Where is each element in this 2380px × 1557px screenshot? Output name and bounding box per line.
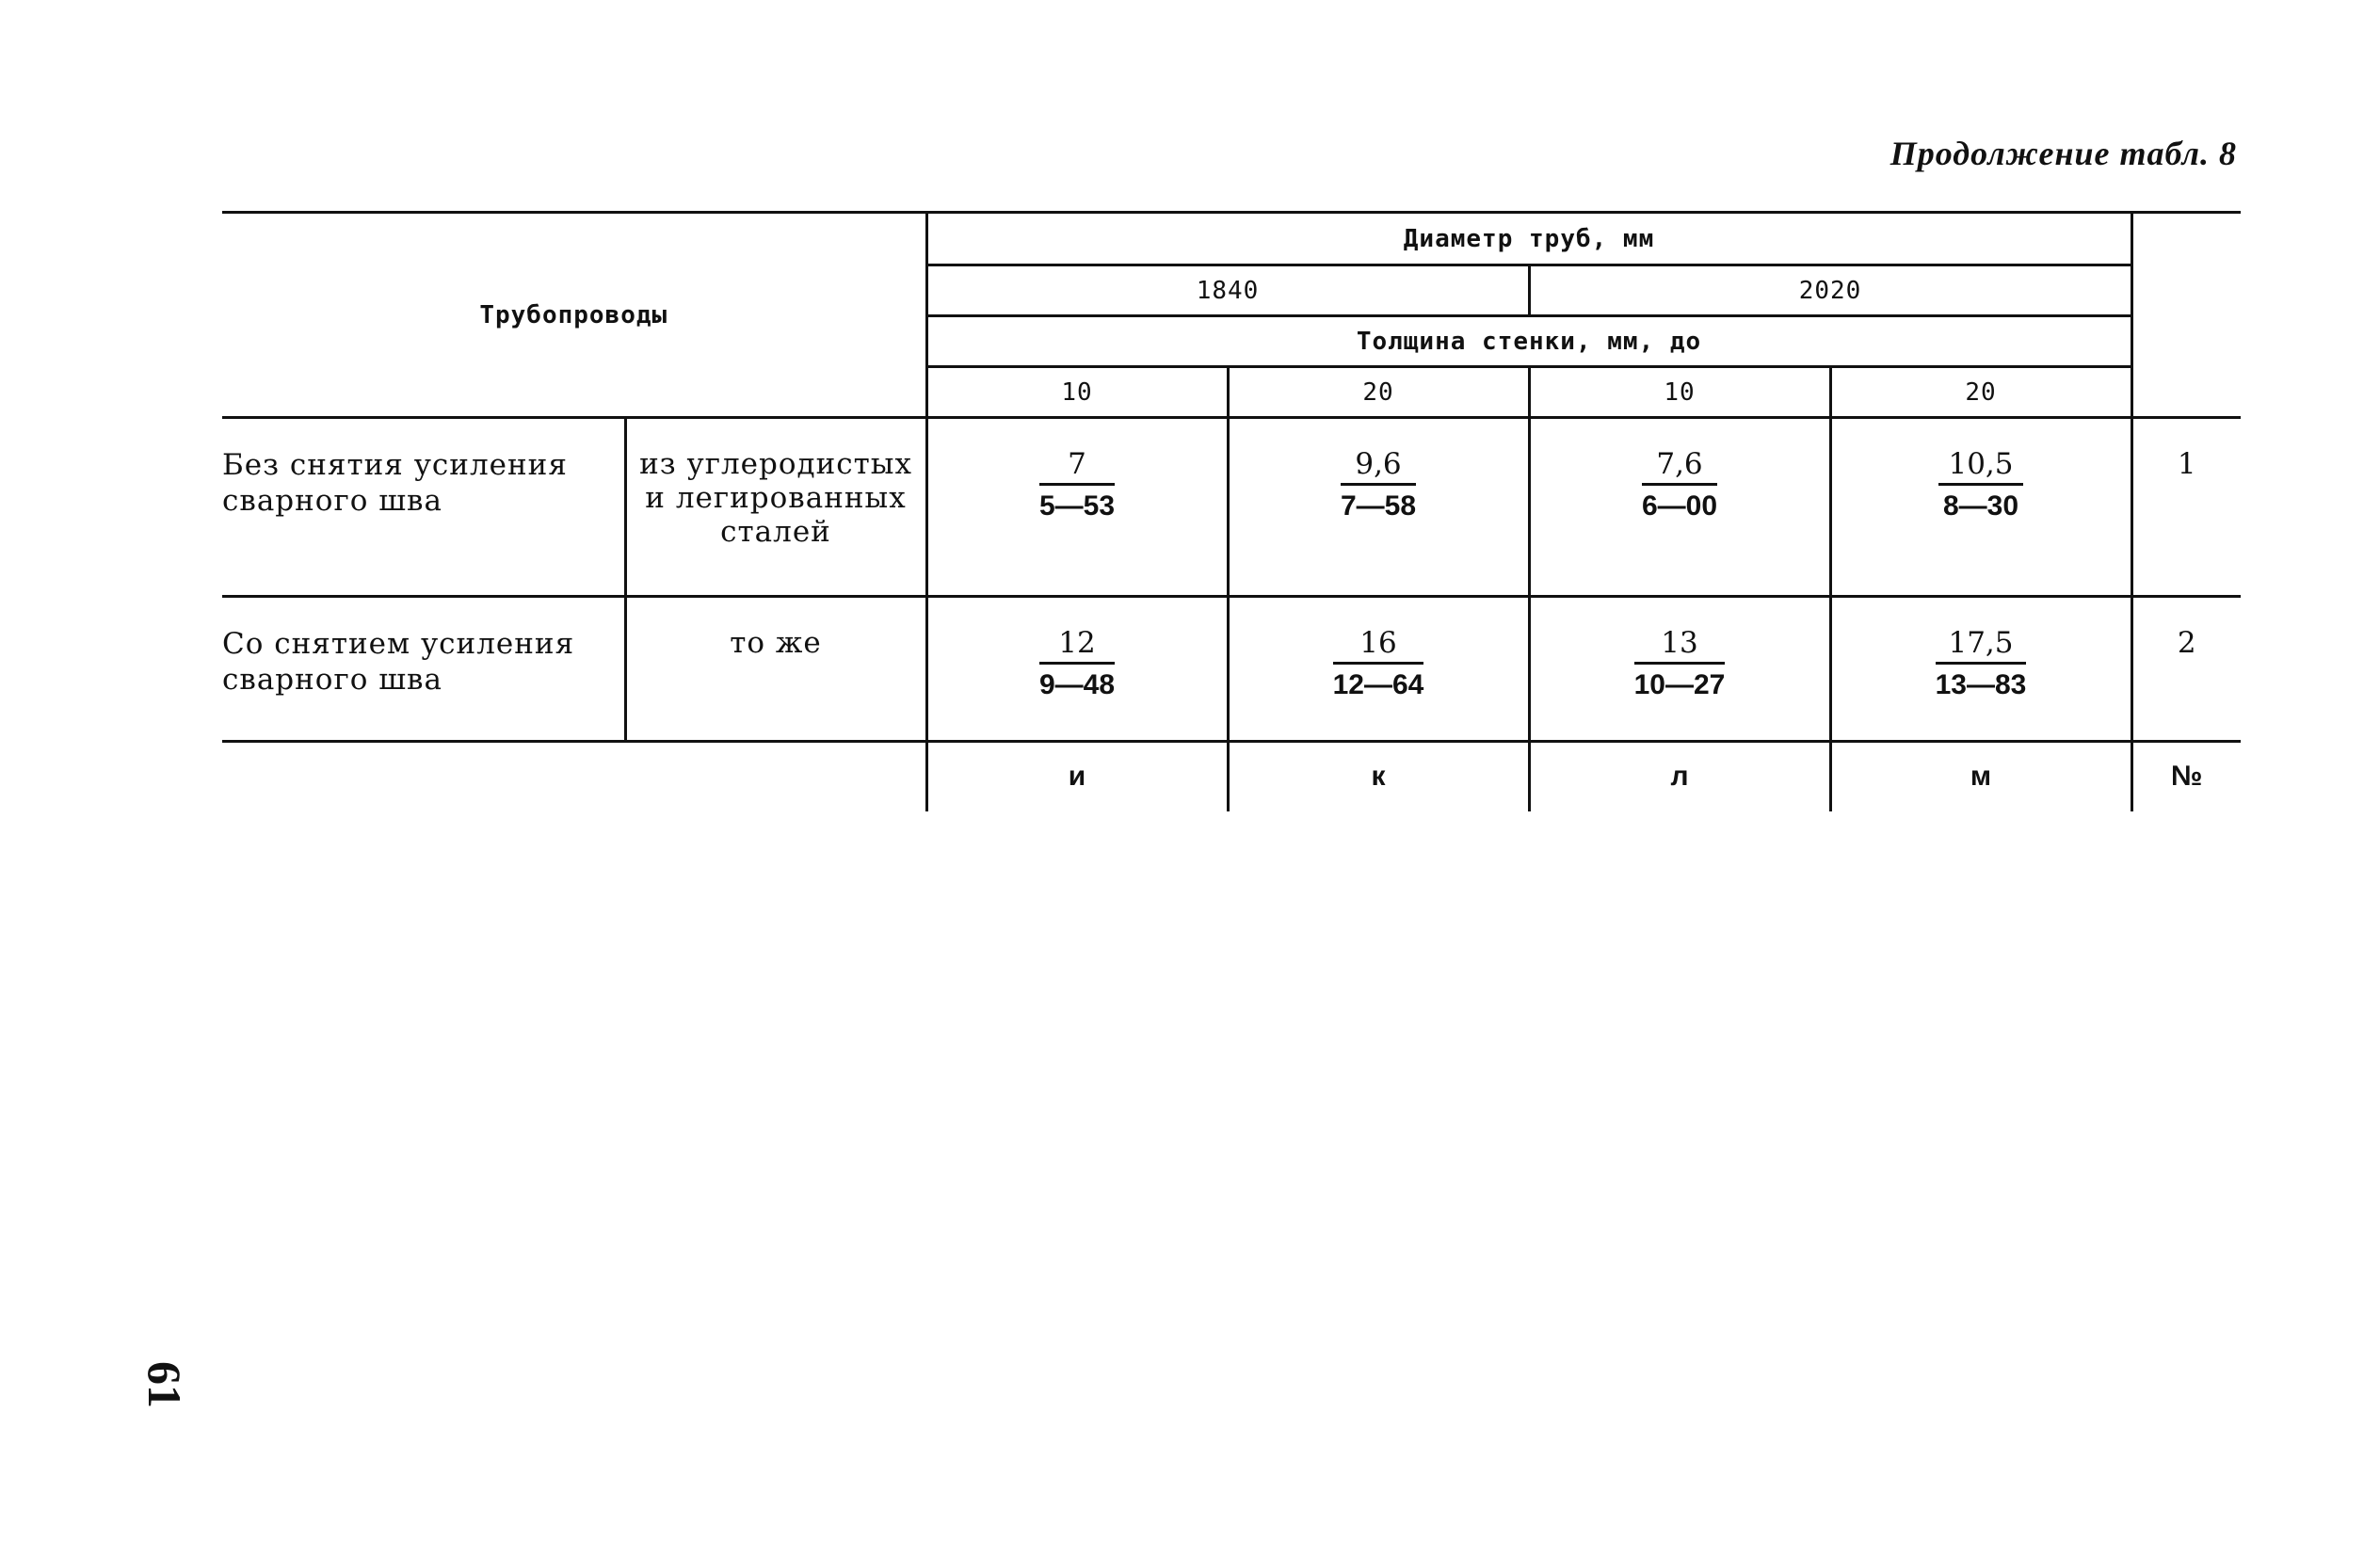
cell-numerator: 7 bbox=[1039, 447, 1115, 486]
table-row bbox=[222, 597, 2241, 742]
cell-numerator: 17,5 bbox=[1936, 626, 2027, 665]
table-cell bbox=[926, 597, 1228, 742]
header-blank bbox=[2131, 213, 2241, 418]
table-cell bbox=[1529, 597, 1830, 742]
row-index: 1 bbox=[2131, 418, 2241, 597]
table-row bbox=[222, 418, 2241, 597]
footer-letter: к bbox=[1228, 742, 1529, 811]
header-diameter-1840: 1840 bbox=[926, 265, 1529, 316]
footer-blank bbox=[625, 742, 926, 811]
table-cell bbox=[926, 418, 1228, 597]
cell-denominator: 6—00 bbox=[1641, 490, 1718, 522]
table-caption: Продолжение табл. 8 bbox=[1890, 135, 2237, 172]
row-label: Со снятием усиления сварного шва bbox=[222, 597, 625, 742]
cell-denominator: 8—30 bbox=[1942, 490, 2019, 522]
header-diameter: Диаметр труб, мм bbox=[926, 213, 2131, 265]
cell-denominator: 9—48 bbox=[1038, 669, 1116, 700]
cell-denominator: 10—27 bbox=[1633, 669, 1726, 700]
cell-numerator: 16 bbox=[1333, 626, 1424, 665]
data-table bbox=[222, 211, 2241, 811]
cell-numerator: 9,6 bbox=[1341, 447, 1416, 486]
table-cell bbox=[1228, 418, 1529, 597]
cell-numerator: 13 bbox=[1634, 626, 1726, 665]
header-pipelines: Трубопроводы bbox=[222, 213, 926, 418]
footer-number-sign: № bbox=[2171, 761, 2203, 793]
header-thickness-2: 20 bbox=[1228, 367, 1529, 418]
table-cell bbox=[1830, 418, 2131, 597]
row-index: 2 bbox=[2131, 597, 2241, 742]
cell-denominator: 13—83 bbox=[1935, 669, 2027, 700]
footer-row bbox=[222, 742, 2241, 811]
cell-denominator: 5—53 bbox=[1038, 490, 1116, 522]
footer-letter: и bbox=[926, 742, 1228, 811]
cell-numerator: 12 bbox=[1039, 626, 1115, 665]
cell-denominator: 7—58 bbox=[1340, 490, 1417, 522]
header-thickness-3: 10 bbox=[1529, 367, 1830, 418]
header-thickness: Толщина стенки, мм, до bbox=[926, 316, 2131, 367]
header-thickness-4: 20 bbox=[1830, 367, 2131, 418]
header-thickness-1: 10 bbox=[926, 367, 1228, 418]
footer-letter: л bbox=[1529, 742, 1830, 811]
cell-numerator: 10,5 bbox=[1938, 447, 2022, 486]
table-cell bbox=[1529, 418, 1830, 597]
footer-letter: м bbox=[1830, 742, 2131, 811]
row-sub-label: из углеродистых и легированных сталей bbox=[625, 418, 926, 597]
cell-denominator: 12—64 bbox=[1332, 669, 1424, 700]
footer-blank bbox=[222, 742, 625, 811]
table-cell bbox=[1228, 597, 1529, 742]
header-diameter-2020: 2020 bbox=[1529, 265, 2131, 316]
row-sub-label: то же bbox=[625, 597, 926, 742]
page-number: 61 bbox=[138, 1361, 191, 1408]
row-label: Без снятия усиления сварного шва bbox=[222, 418, 625, 597]
cell-numerator: 7,6 bbox=[1642, 447, 1717, 486]
table-cell bbox=[1830, 597, 2131, 742]
